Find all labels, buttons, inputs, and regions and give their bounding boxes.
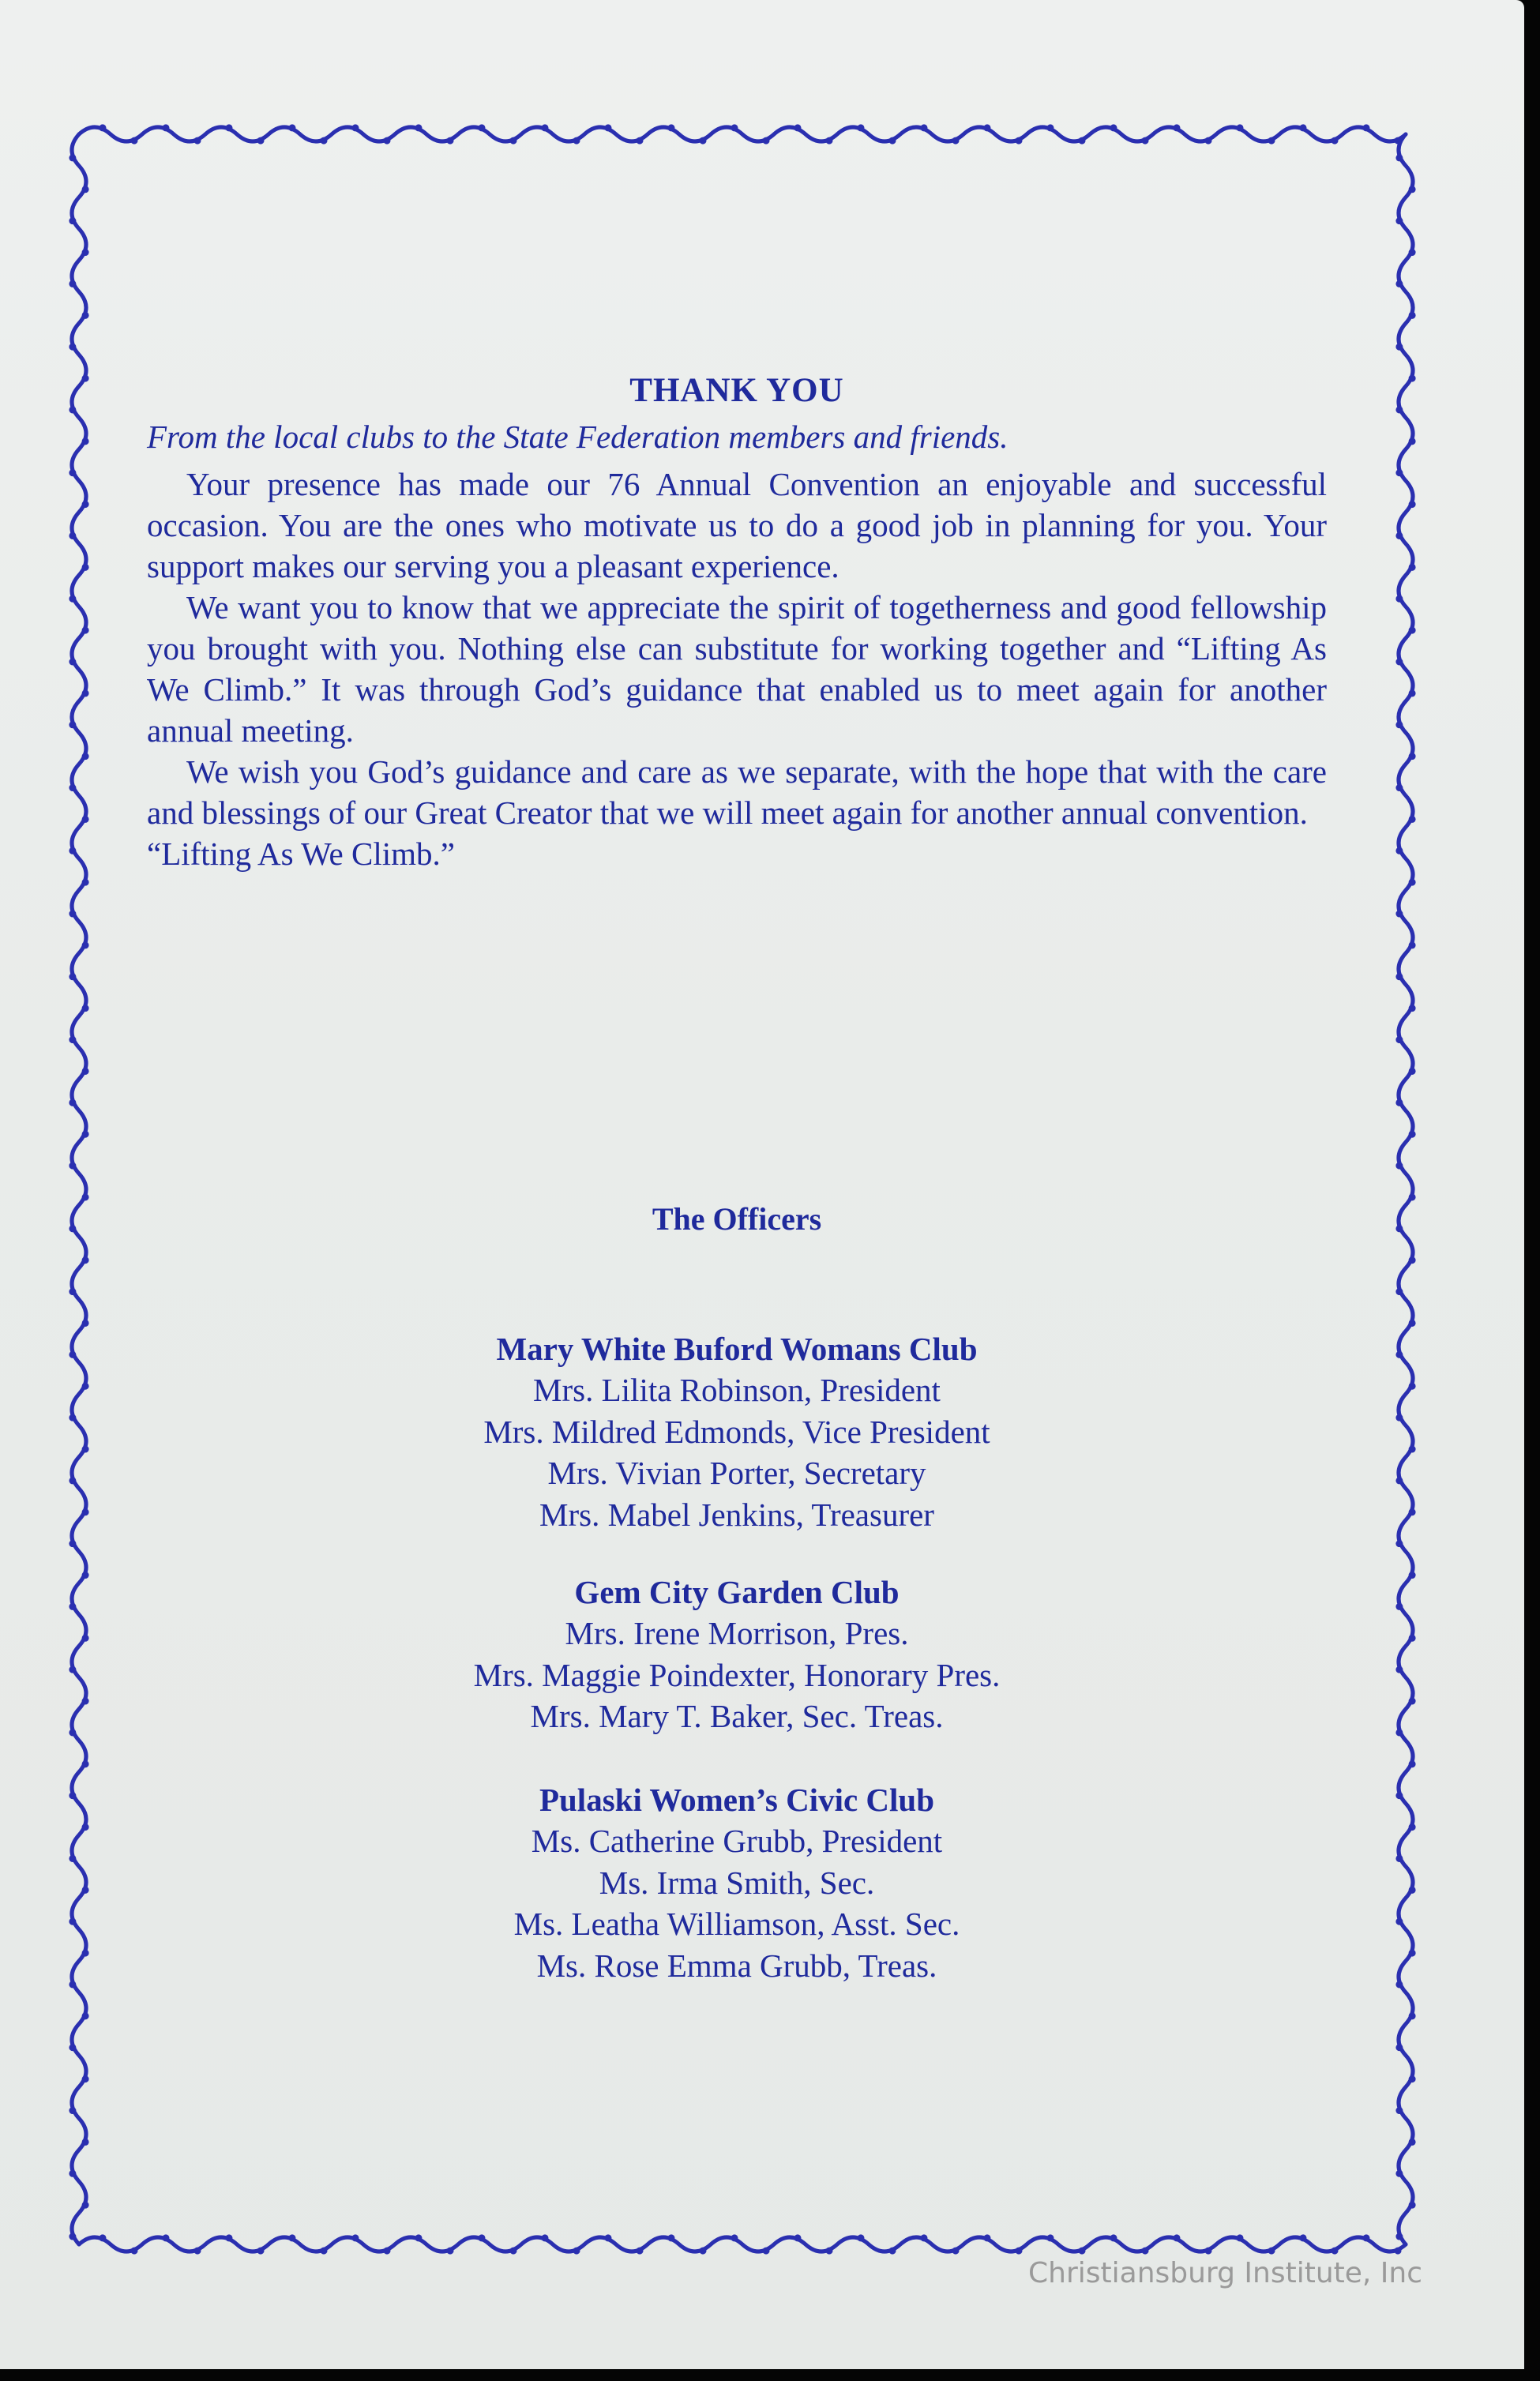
club-officer: Ms. Catherine Grubb, President (531, 1823, 943, 1859)
club-officer: Mrs. Mildred Edmonds, Vice President (483, 1413, 990, 1450)
club-officer: Ms. Leatha Williamson, Asst. Sec. (513, 1906, 960, 1942)
thank-you-section (147, 371, 1327, 874)
club-name: Gem City Garden Club (574, 1574, 900, 1610)
club-officer: Mrs. Mary T. Baker, Sec. Treas. (530, 1698, 944, 1734)
club-block (147, 1572, 1327, 1737)
paragraph: We want you to know that we appreciate the spirit of togetherness and good fellowship you brought with you. Nothing else can substitute for working together and “Lifting As We Climb.” It was through God’s guidance that enabled us to meet again for another annual meeting. (147, 589, 1327, 749)
closing-motto: “Lifting As We Climb.” (147, 836, 455, 872)
club-officer: Mrs. Lilita Robinson, President (533, 1372, 941, 1408)
page-title: THANK YOU (629, 372, 844, 409)
club-officer: Ms. Irma Smith, Sec. (599, 1864, 875, 1901)
club-officer: Mrs. Vivian Porter, Secretary (547, 1455, 926, 1491)
club-officer: Ms. Rose Emma Grubb, Treas. (536, 1947, 937, 1984)
paragraph: Your presence has made our 76 Annual Convention an enjoyable and successful occasion. You are the ones who motivate us to do a good job in planning for you. Your support makes our serving you a pleasant experience. (147, 466, 1327, 584)
subtitle: From the local clubs to the State Federation members and friends. (147, 419, 1009, 455)
club-block (147, 1328, 1327, 1535)
club-officer: Mrs. Maggie Poindexter, Honorary Pres. (473, 1656, 1001, 1693)
club-officer: Mrs. Mabel Jenkins, Treasurer (539, 1496, 934, 1533)
officers-heading: The Officers (652, 1201, 822, 1237)
paragraph: We wish you God’s guidance and care as we separate, with the hope that with the care and blessings of our Great Creator that we will meet again for another annual convention. (147, 753, 1327, 831)
club-name: Mary White Buford Womans Club (496, 1331, 978, 1367)
club-name: Pulaski Women’s Civic Club (539, 1782, 935, 1818)
watermark: Christiansburg Institute, Inc (1028, 2257, 1423, 2289)
club-block (147, 1779, 1327, 1986)
club-officer: Mrs. Irene Morrison, Pres. (565, 1615, 909, 1651)
